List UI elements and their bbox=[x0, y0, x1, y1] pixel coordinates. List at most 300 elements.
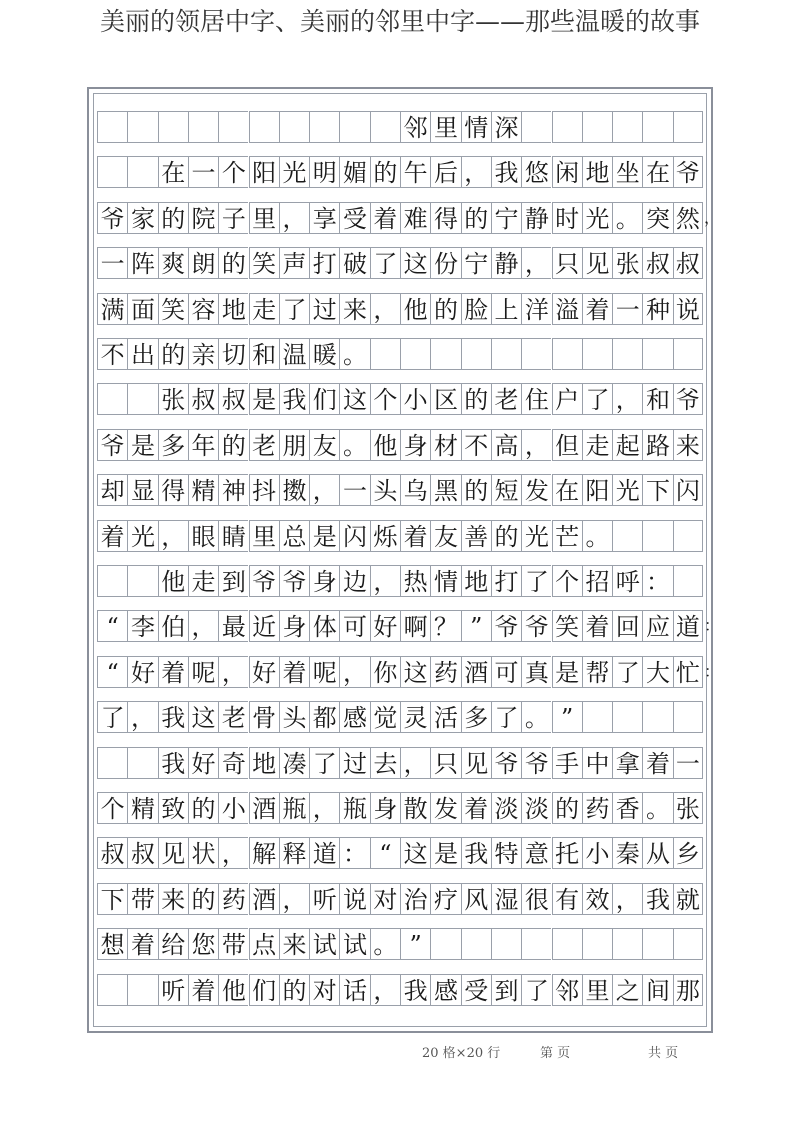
grid-cell: 见 bbox=[582, 247, 612, 279]
grid-cell: 了 bbox=[491, 701, 521, 733]
grid-cell: ， bbox=[279, 202, 309, 234]
grid-cell: 酒 bbox=[249, 792, 279, 824]
grid-cell: 了 bbox=[309, 747, 339, 779]
grid-cell: 酒 bbox=[461, 656, 491, 688]
grid-cell: 很 bbox=[521, 883, 551, 915]
grid-cell: 声 bbox=[279, 247, 309, 279]
grid-cell: 我 bbox=[279, 383, 309, 415]
grid-cell: 试 bbox=[339, 928, 369, 960]
grid-cell: 香 bbox=[612, 792, 642, 824]
grid-cell: 瓶 bbox=[339, 792, 369, 824]
grid-cell: 。 bbox=[370, 928, 400, 960]
grid-cell: 光 bbox=[582, 202, 612, 234]
grid-cell: 啊 bbox=[400, 610, 430, 642]
manuscript-sheet bbox=[87, 87, 721, 1033]
overflow-punctuation: ， bbox=[704, 207, 721, 227]
grid-cell: ， bbox=[279, 883, 309, 915]
grid-cell: 着 bbox=[158, 656, 188, 688]
grid-cell: 道 bbox=[673, 610, 703, 642]
grid-cell bbox=[218, 111, 248, 143]
grid-cell: 药 bbox=[218, 883, 248, 915]
grid-cell: 这 bbox=[400, 837, 430, 869]
grid-cell: 最 bbox=[218, 610, 248, 642]
grid-cell: 在 bbox=[642, 156, 672, 188]
grid-cell: ： bbox=[339, 837, 369, 869]
grid-cell: 溢 bbox=[552, 293, 582, 325]
grid-cell: ， bbox=[400, 747, 430, 779]
grid-cell: 闪 bbox=[673, 474, 703, 506]
grid-cell: ” bbox=[552, 701, 582, 733]
grid-cell bbox=[642, 701, 672, 733]
grid-cell bbox=[97, 111, 127, 143]
grid-cell: 的 bbox=[218, 429, 248, 461]
grid-cell: ， bbox=[309, 792, 339, 824]
grid-cell bbox=[279, 111, 309, 143]
overflow-punctuation: ： bbox=[704, 616, 721, 636]
grid-cell: 只 bbox=[430, 747, 460, 779]
grid-cell bbox=[582, 111, 612, 143]
grid-cell: 的 bbox=[218, 247, 248, 279]
grid-cell bbox=[582, 701, 612, 733]
grid-cell: 睛 bbox=[218, 520, 248, 552]
grid-cell: 媚 bbox=[339, 156, 369, 188]
grid-cell: 的 bbox=[279, 974, 309, 1006]
grid-cell: 来 bbox=[673, 429, 703, 461]
grid-cell: 个 bbox=[97, 792, 127, 824]
grid-cell: 地 bbox=[461, 565, 491, 597]
grid-cell: 叔 bbox=[188, 383, 218, 415]
grid-cell: 区 bbox=[430, 383, 460, 415]
grid-cell: 是 bbox=[127, 429, 157, 461]
grid-cell: 眼 bbox=[188, 520, 218, 552]
grid-cell: ， bbox=[309, 474, 339, 506]
grid-cell: 您 bbox=[188, 928, 218, 960]
grid-cell bbox=[127, 747, 157, 779]
grid-cell: 效 bbox=[582, 883, 612, 915]
grid-cell: ？ bbox=[430, 610, 460, 642]
grid-cell bbox=[491, 338, 521, 370]
grid-cell: 爷 bbox=[97, 429, 127, 461]
grid-cell: 的 bbox=[158, 338, 188, 370]
grid-cell bbox=[400, 338, 430, 370]
grid-cell: 不 bbox=[97, 338, 127, 370]
grid-cell: 头 bbox=[279, 701, 309, 733]
grid-cell: 活 bbox=[430, 701, 460, 733]
grid-cell: 来 bbox=[158, 883, 188, 915]
grid-cell: 可 bbox=[339, 610, 369, 642]
grid-cell bbox=[552, 338, 582, 370]
grid-cell: 湿 bbox=[491, 883, 521, 915]
grid-cell: 道 bbox=[309, 837, 339, 869]
page-title: 美丽的领居中字、美丽的邻里中字——那些温暖的故事 bbox=[99, 7, 700, 36]
grid-cell bbox=[521, 928, 551, 960]
grid-cell: 下 bbox=[642, 474, 672, 506]
grid-cell bbox=[612, 520, 642, 552]
grid-row bbox=[97, 974, 703, 1006]
grid-cell: 光 bbox=[521, 520, 551, 552]
grid-cell: 和 bbox=[642, 383, 672, 415]
grid-cell: 路 bbox=[642, 429, 672, 461]
grid-cell: 着 bbox=[370, 202, 400, 234]
grid-row bbox=[97, 837, 703, 869]
grid-cell: 药 bbox=[582, 792, 612, 824]
grid-cell: 。 bbox=[521, 701, 551, 733]
grid-cell: 邻 bbox=[552, 974, 582, 1006]
grid-cell bbox=[158, 111, 188, 143]
grid-cell: 光 bbox=[279, 156, 309, 188]
grid-cell bbox=[673, 701, 703, 733]
grid-cell: 着 bbox=[188, 974, 218, 1006]
grid-cell: 下 bbox=[97, 883, 127, 915]
grid-cell bbox=[127, 974, 157, 1006]
grid-cell: 后 bbox=[430, 156, 460, 188]
grid-cell bbox=[642, 928, 672, 960]
grid-cell: 一 bbox=[612, 293, 642, 325]
grid-cell: 户 bbox=[552, 383, 582, 415]
grid-cell: 。 bbox=[642, 792, 672, 824]
grid-cell: 黑 bbox=[430, 474, 460, 506]
grid-cell: 来 bbox=[279, 928, 309, 960]
grid-cell bbox=[127, 156, 157, 188]
grid-cell: 的 bbox=[188, 792, 218, 824]
grid-cell: 到 bbox=[218, 565, 248, 597]
grid-cell: 去 bbox=[370, 747, 400, 779]
grid-cell: 一 bbox=[97, 247, 127, 279]
grid-cell: ， bbox=[218, 656, 248, 688]
grid-row bbox=[97, 338, 703, 370]
grid-cell: 得 bbox=[430, 202, 460, 234]
grid-cell: 帮 bbox=[582, 656, 612, 688]
grid-cell bbox=[97, 565, 127, 597]
grid-cell: 一 bbox=[673, 747, 703, 779]
grid-cell: 院 bbox=[188, 202, 218, 234]
grid-cell: 解 bbox=[249, 837, 279, 869]
grid-cell: 乡 bbox=[673, 837, 703, 869]
grid-cell: 热 bbox=[400, 565, 430, 597]
grid-cell: 风 bbox=[461, 883, 491, 915]
grid-cell: 只 bbox=[552, 247, 582, 279]
grid-cell bbox=[673, 111, 703, 143]
grid-cell: 有 bbox=[552, 883, 582, 915]
grid-cell bbox=[249, 111, 279, 143]
grid-cell: 这 bbox=[400, 656, 430, 688]
grid-cell: 却 bbox=[97, 474, 127, 506]
grid-cell: 友 bbox=[430, 520, 460, 552]
grid-cell: ， bbox=[127, 701, 157, 733]
grid-cell: 阵 bbox=[127, 247, 157, 279]
grid-spec-label: 20 格×20 行 bbox=[422, 1046, 501, 1061]
grid-cell: ， bbox=[218, 837, 248, 869]
grid-cell: 地 bbox=[249, 747, 279, 779]
grid-cell: 材 bbox=[430, 429, 460, 461]
grid-cell: 是 bbox=[249, 383, 279, 415]
grid-cell: 了 bbox=[279, 293, 309, 325]
grid-cell bbox=[127, 383, 157, 415]
grid-cell: 亲 bbox=[188, 338, 218, 370]
grid-cell: 话 bbox=[339, 974, 369, 1006]
grid-cell: 着 bbox=[642, 747, 672, 779]
grid-cell bbox=[370, 338, 400, 370]
grid-cell: 到 bbox=[491, 974, 521, 1006]
grid-cell: 老 bbox=[249, 429, 279, 461]
grid-cell: 一 bbox=[188, 156, 218, 188]
grid-cell: 他 bbox=[370, 429, 400, 461]
grid-cell: 个 bbox=[370, 383, 400, 415]
grid-cell bbox=[582, 928, 612, 960]
grid-cell: 对 bbox=[370, 883, 400, 915]
grid-cell: 短 bbox=[491, 474, 521, 506]
grid-cell: 里 bbox=[430, 111, 460, 143]
grid-cell bbox=[370, 111, 400, 143]
grid-cell bbox=[127, 111, 157, 143]
grid-cell: 着 bbox=[582, 293, 612, 325]
grid-row bbox=[97, 247, 703, 279]
grid-cell: 爷 bbox=[491, 610, 521, 642]
grid-cell: 释 bbox=[279, 837, 309, 869]
grid-cell: 悠 bbox=[521, 156, 551, 188]
grid-cell: 他 bbox=[158, 565, 188, 597]
grid-cell bbox=[461, 338, 491, 370]
grid-cell bbox=[339, 111, 369, 143]
grid-cell: 宁 bbox=[461, 247, 491, 279]
grid-cell: 精 bbox=[127, 792, 157, 824]
grid-cell: 意 bbox=[521, 837, 551, 869]
grid-cell: 秦 bbox=[612, 837, 642, 869]
grid-cell: ” bbox=[400, 928, 430, 960]
grid-cell: 过 bbox=[309, 293, 339, 325]
overflow-punctuation: ： bbox=[704, 661, 721, 681]
grid-cell: 显 bbox=[127, 474, 157, 506]
grid-cell: 这 bbox=[339, 383, 369, 415]
grid-cell bbox=[673, 338, 703, 370]
grid-cell: 了 bbox=[612, 656, 642, 688]
grid-cell: 好 bbox=[249, 656, 279, 688]
grid-cell: 身 bbox=[309, 565, 339, 597]
grid-cell: 说 bbox=[339, 883, 369, 915]
grid-cell: 切 bbox=[218, 338, 248, 370]
grid-cell: 来 bbox=[339, 293, 369, 325]
grid-cell: 骨 bbox=[249, 701, 279, 733]
grid-cell: 友 bbox=[309, 429, 339, 461]
grid-cell: 爷 bbox=[673, 383, 703, 415]
grid-cell: 治 bbox=[400, 883, 430, 915]
grid-cell: “ bbox=[97, 656, 127, 688]
grid-cell: 了 bbox=[521, 565, 551, 597]
grid-cell: 边 bbox=[339, 565, 369, 597]
grid-cell: 难 bbox=[400, 202, 430, 234]
grid-cell: 光 bbox=[612, 474, 642, 506]
grid-cell: 大 bbox=[642, 656, 672, 688]
grid-cell: 爷 bbox=[279, 565, 309, 597]
grid-cell: 了 bbox=[97, 701, 127, 733]
grid-cell: 明 bbox=[309, 156, 339, 188]
grid-cell: 叔 bbox=[127, 837, 157, 869]
grid-cell: 我 bbox=[461, 837, 491, 869]
grid-cell: 他 bbox=[400, 293, 430, 325]
grid-cell: 宁 bbox=[491, 202, 521, 234]
grid-cell bbox=[97, 156, 127, 188]
grid-cell: 李 bbox=[127, 610, 157, 642]
grid-cell bbox=[309, 111, 339, 143]
grid-cell: 应 bbox=[642, 610, 672, 642]
grid-cell: 身 bbox=[400, 429, 430, 461]
grid-cell: 瓶 bbox=[279, 792, 309, 824]
grid-cell: 着 bbox=[400, 520, 430, 552]
grid-cell: 爽 bbox=[158, 247, 188, 279]
grid-cell: 酒 bbox=[249, 883, 279, 915]
grid-cell: 呢 bbox=[309, 656, 339, 688]
grid-cell: 光 bbox=[127, 520, 157, 552]
grid-cell: 试 bbox=[309, 928, 339, 960]
grid-cell: 的 bbox=[461, 474, 491, 506]
grid-cell: 带 bbox=[218, 928, 248, 960]
grid-cell: 邻 bbox=[400, 111, 430, 143]
grid-cell: 是 bbox=[309, 520, 339, 552]
grid-cell: 抖 bbox=[249, 474, 279, 506]
grid-cell: 享 bbox=[309, 202, 339, 234]
grid-cell: 他 bbox=[218, 974, 248, 1006]
grid-cell bbox=[642, 520, 672, 552]
grid-cell: 好 bbox=[188, 747, 218, 779]
grid-cell: 里 bbox=[582, 974, 612, 1006]
grid-cell: 深 bbox=[491, 111, 521, 143]
grid-cell: 爷 bbox=[249, 565, 279, 597]
grid-cell: 的 bbox=[491, 520, 521, 552]
grid-cell: 坐 bbox=[612, 156, 642, 188]
grid-cell: 个 bbox=[218, 156, 248, 188]
grid-cell: ， bbox=[521, 247, 551, 279]
grid-cell: 手 bbox=[552, 747, 582, 779]
grid-cell: 暖 bbox=[309, 338, 339, 370]
grid-cell: 走 bbox=[188, 565, 218, 597]
grid-cell: 静 bbox=[491, 247, 521, 279]
grid-cell: 在 bbox=[552, 474, 582, 506]
grid-cell: 精 bbox=[188, 474, 218, 506]
grid-cell: 善 bbox=[461, 520, 491, 552]
grid-cell: 的 bbox=[461, 383, 491, 415]
grid-cell: 听 bbox=[309, 883, 339, 915]
grid-cell: 情 bbox=[461, 111, 491, 143]
grid-cell: 着 bbox=[582, 610, 612, 642]
grid-cell: 呢 bbox=[188, 656, 218, 688]
grid-row bbox=[97, 928, 703, 960]
grid-cell: 阳 bbox=[582, 474, 612, 506]
grid-cell: 家 bbox=[127, 202, 157, 234]
grid-cell: 身 bbox=[370, 792, 400, 824]
grid-cell: 小 bbox=[400, 383, 430, 415]
grid-cell bbox=[673, 928, 703, 960]
grid-row bbox=[97, 747, 703, 779]
grid-cell bbox=[612, 338, 642, 370]
grid-cell bbox=[97, 974, 127, 1006]
grid-cell: 见 bbox=[158, 837, 188, 869]
grid-cell: 淡 bbox=[491, 792, 521, 824]
grid-cell: 的 bbox=[430, 293, 460, 325]
grid-cell: 张 bbox=[158, 383, 188, 415]
grid-cell: 凑 bbox=[279, 747, 309, 779]
grid-cell: 过 bbox=[339, 747, 369, 779]
grid-cell bbox=[642, 338, 672, 370]
grid-row bbox=[97, 383, 703, 415]
grid-cell: ， bbox=[612, 883, 642, 915]
grid-cell: 着 bbox=[97, 520, 127, 552]
grid-cell: 淡 bbox=[521, 792, 551, 824]
grid-cell: 了 bbox=[370, 247, 400, 279]
grid-cell: 。 bbox=[582, 520, 612, 552]
grid-cell: 在 bbox=[158, 156, 188, 188]
grid-cell bbox=[430, 928, 460, 960]
grid-cell: 的 bbox=[158, 202, 188, 234]
grid-cell bbox=[642, 111, 672, 143]
grid-cell: 中 bbox=[582, 747, 612, 779]
grid-row bbox=[97, 701, 703, 733]
grid-cell: 你 bbox=[370, 656, 400, 688]
grid-cell: 近 bbox=[249, 610, 279, 642]
grid-cell: 那 bbox=[673, 974, 703, 1006]
grid-cell: 好 bbox=[370, 610, 400, 642]
grid-cell: 洋 bbox=[521, 293, 551, 325]
grid-row bbox=[97, 202, 721, 234]
grid-cell: 闲 bbox=[552, 156, 582, 188]
grid-cell: 上 bbox=[491, 293, 521, 325]
grid-cell: 散 bbox=[400, 792, 430, 824]
grid-cell: 破 bbox=[339, 247, 369, 279]
grid-row bbox=[97, 520, 703, 552]
grid-cell: 走 bbox=[249, 293, 279, 325]
grid-cell: 叔 bbox=[97, 837, 127, 869]
grid-cell bbox=[673, 565, 703, 597]
grid-cell: ， bbox=[339, 656, 369, 688]
grid-cell: “ bbox=[97, 610, 127, 642]
grid-cell: 然 bbox=[673, 202, 703, 234]
grid-cell: 带 bbox=[127, 883, 157, 915]
grid-cell: 种 bbox=[642, 293, 672, 325]
grid-cell: ， bbox=[370, 974, 400, 1006]
grid-cell: 不 bbox=[461, 429, 491, 461]
grid-cell: 个 bbox=[552, 565, 582, 597]
grid-cell: 打 bbox=[309, 247, 339, 279]
grid-cell: 出 bbox=[127, 338, 157, 370]
grid-cell: 乌 bbox=[400, 474, 430, 506]
grid-row bbox=[97, 656, 721, 688]
grid-cell: 想 bbox=[97, 928, 127, 960]
grid-cell: 的 bbox=[370, 156, 400, 188]
grid-cell bbox=[521, 111, 551, 143]
grid-cell: 爷 bbox=[673, 156, 703, 188]
grid-cell: 住 bbox=[521, 383, 551, 415]
grid-cell: 发 bbox=[430, 792, 460, 824]
grid-cell: 真 bbox=[521, 656, 551, 688]
grid-cell: 受 bbox=[461, 974, 491, 1006]
grid-cell: 里 bbox=[249, 520, 279, 552]
grid-cell: 了 bbox=[582, 383, 612, 415]
grid-cell: 呼 bbox=[612, 565, 642, 597]
grid-cell: 爷 bbox=[97, 202, 127, 234]
grid-cell: 叔 bbox=[642, 247, 672, 279]
grid-cell: 。 bbox=[339, 429, 369, 461]
grid-cell: 了 bbox=[521, 974, 551, 1006]
grid-cell: 们 bbox=[249, 974, 279, 1006]
grid-cell bbox=[521, 338, 551, 370]
grid-cell bbox=[97, 383, 127, 415]
grid-cell: 这 bbox=[188, 701, 218, 733]
grid-cell: 都 bbox=[309, 701, 339, 733]
grid-cell: 我 bbox=[158, 701, 188, 733]
grid-cell: 我 bbox=[158, 747, 188, 779]
grid-row bbox=[97, 293, 703, 325]
grid-cell: 多 bbox=[158, 429, 188, 461]
grid-cell bbox=[612, 111, 642, 143]
